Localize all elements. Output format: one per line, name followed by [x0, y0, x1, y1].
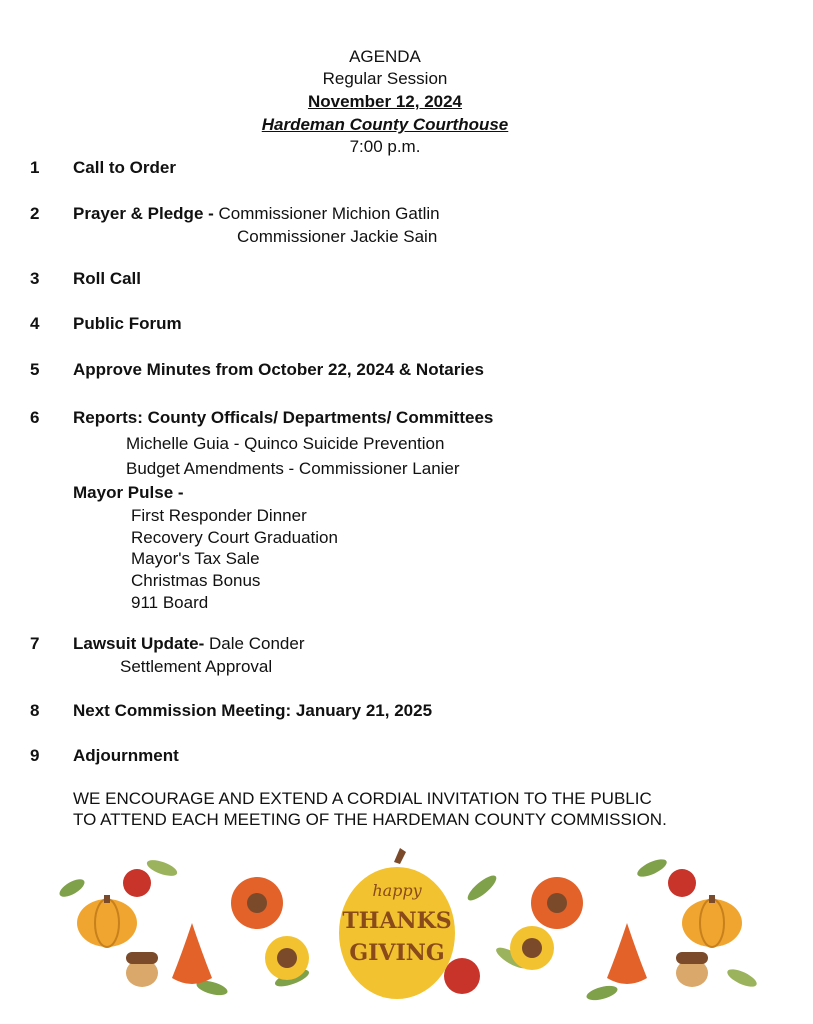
item-title: Public Forum — [73, 314, 182, 333]
sunflower-icon — [510, 926, 554, 970]
report-subitem: Budget Amendments - Commissioner Lanier — [126, 459, 460, 478]
mayor-pulse-title: Mayor Pulse - — [73, 483, 184, 502]
item-number: 7 — [30, 634, 40, 653]
item-detail: Commissioner Jackie Sain — [237, 227, 438, 246]
item-number: 6 — [30, 408, 40, 427]
session-type: Regular Session — [322, 69, 448, 88]
item-number: 9 — [30, 746, 40, 765]
item-title: Prayer & Pledge - — [73, 204, 214, 223]
item-number: 1 — [30, 158, 40, 177]
mayor-item: Recovery Court Graduation — [131, 528, 338, 547]
item-number: 5 — [30, 360, 40, 379]
item-number: 4 — [30, 314, 40, 333]
item-title: Reports: County Officals/ Departments/ Committees — [73, 408, 494, 427]
thanksgiving-banner — [42, 848, 764, 1006]
mayor-item: 911 Board — [131, 593, 209, 612]
mayor-item: Mayor's Tax Sale — [131, 549, 260, 568]
happy-text: happy — [372, 881, 422, 900]
item-detail: Dale Conder — [209, 634, 305, 653]
meeting-time: 7:00 p.m. — [349, 137, 421, 156]
item-number: 3 — [30, 269, 40, 288]
pumpkin-icon — [682, 895, 742, 947]
item-title: Call to Order — [73, 158, 176, 177]
acorn-icon — [126, 952, 158, 987]
invitation-line: TO ATTEND EACH MEETING OF THE HARDEMAN COUNTY COMMISSION. — [73, 810, 667, 829]
agenda-item-prayer — [73, 203, 440, 225]
item-title: Approve Minutes from October 22, 2024 & Notaries — [73, 360, 484, 379]
flower-icon — [231, 877, 283, 929]
sunflower-icon — [265, 936, 309, 980]
item-number: 2 — [30, 204, 40, 223]
invitation-line: WE ENCOURAGE AND EXTEND A CORDIAL INVITATION TO THE PUBLIC — [73, 789, 652, 808]
acorn-icon — [676, 952, 708, 987]
item-detail: Settlement Approval — [120, 657, 273, 676]
item-title: Adjournment — [73, 746, 179, 765]
thanks-text: THANKS — [342, 908, 452, 934]
item-number: 8 — [30, 701, 40, 720]
pumpkin-icon — [77, 895, 137, 947]
item-title: Lawsuit Update- — [73, 634, 205, 653]
agenda-heading: AGENDA — [349, 47, 421, 66]
item-title: Next Commission Meeting: January 21, 2025 — [73, 701, 433, 720]
item-title: Roll Call — [73, 269, 142, 288]
mayor-item: Christmas Bonus — [131, 571, 261, 590]
report-subitem: Michelle Guia - Quinco Suicide Prevention — [126, 434, 445, 453]
mayor-item: First Responder Dinner — [131, 506, 307, 525]
meeting-location: Hardeman County Courthouse — [261, 115, 509, 134]
gourd-icon — [172, 923, 212, 984]
item-detail: Commissioner Michion Gatlin — [218, 204, 440, 223]
gourd-icon — [607, 923, 647, 984]
flower-icon — [531, 877, 583, 929]
agenda-item-lawsuit — [73, 633, 304, 655]
meeting-date: November 12, 2024 — [307, 92, 463, 111]
giving-text: GIVING — [349, 940, 445, 966]
